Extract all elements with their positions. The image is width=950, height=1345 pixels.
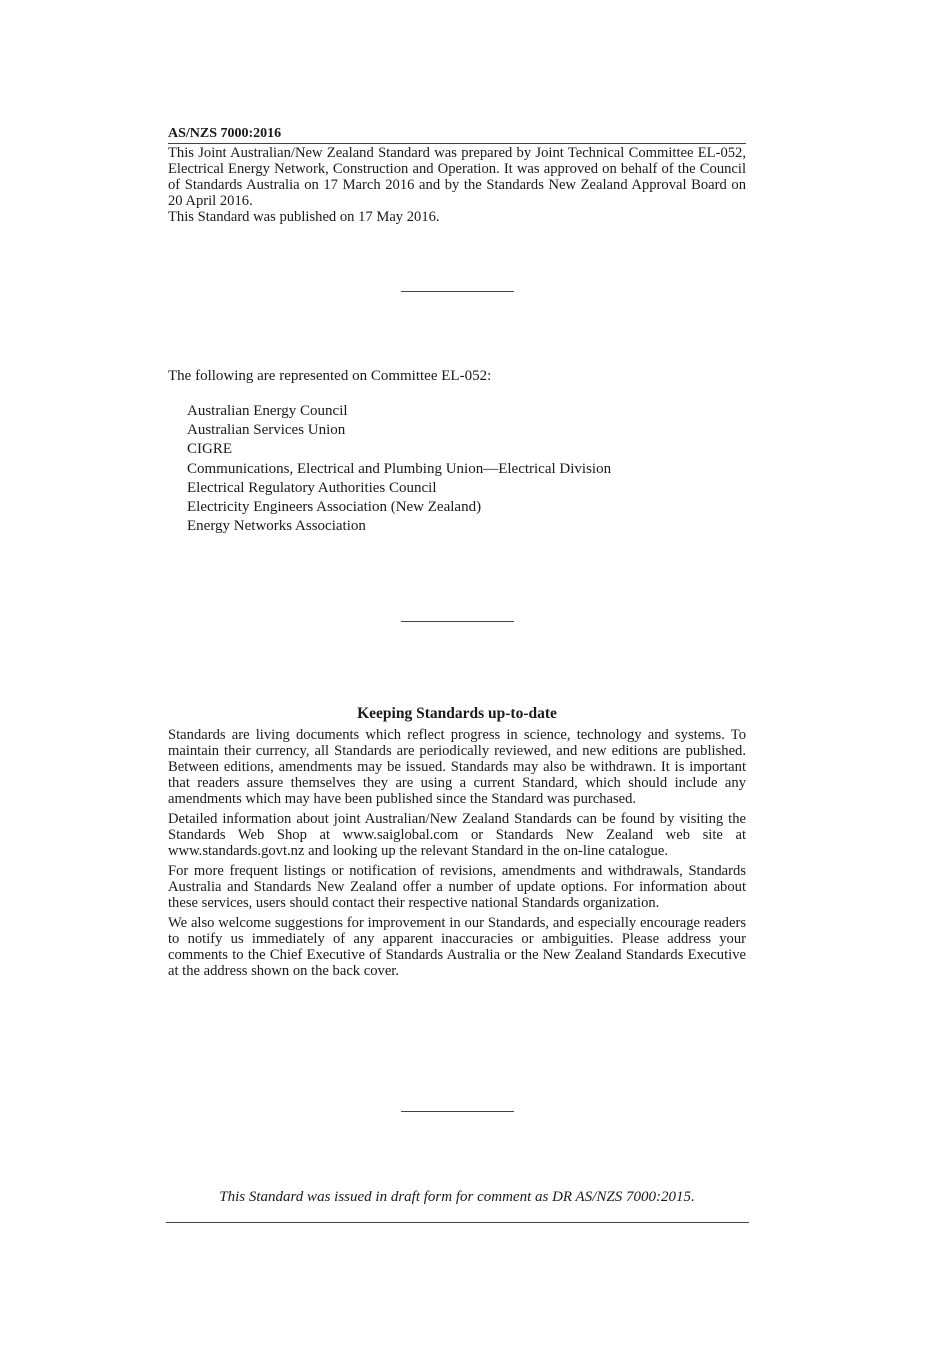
body-paragraph: Detailed information about joint Australian/New Zealand Standards can be found by visiting the Standards Web Shop at www.saiglobal.com or Standards New Zealand web site at www.standards.govt.nz and looking up the relevant Standard in the on-line catalogue. — [168, 811, 746, 859]
committee-intro: The following are represented on Committee EL-052: — [168, 368, 492, 384]
footer-rule — [166, 1222, 749, 1223]
section-divider — [401, 1111, 514, 1112]
section-divider — [401, 291, 514, 292]
committee-member-list — [187, 402, 611, 536]
body-paragraph: For more frequent listings or notification of revisions, amendments and withdrawals, Standards Australia and Standards New Zealand offer a number of update options. For information about these services, users should contact their respective national Standards organization. — [168, 863, 746, 911]
body-paragraph: Standards are living documents which reflect progress in science, technology and systems. To maintain their currency, all Standards are periodically reviewed, and new editions are published. Between editions, amendments may be issued. Standards may also be withdrawn. It is important that readers assure themselves they are using a current Standard, which should include any amendments which may have been published since the Standard was purchased. — [168, 727, 746, 807]
section-divider — [401, 621, 514, 622]
body-paragraph: We also welcome suggestions for improvement in our Standards, and especially encourage readers to notify us immediately of any apparent inaccuracies or ambiguities. Please address your comments to the Chief Executive of Standards Australia or the New Zealand Standards Executive at the address shown on the back cover. — [168, 915, 746, 979]
update-info-body — [168, 727, 746, 983]
preparation-statement: This Joint Australian/New Zealand Standard was prepared by Joint Technical Committee EL-052, Electrical Energy Network, Construction and Operation. It was approved on behalf of the Council of Standards Australia on 17 March 2016 and by the Standards New Zealand Approval Board on 20 April 2016. — [168, 145, 746, 209]
committee-member: Australian Services Union — [187, 422, 346, 439]
draft-note: This Standard was issued in draft form for comment as DR AS/NZS 7000:2015. — [219, 1189, 695, 1205]
publication-date-statement: This Standard was published on 17 May 2016. — [168, 209, 440, 225]
committee-member: Electricity Engineers Association (New Zealand) — [187, 499, 482, 516]
committee-member: Energy Networks Association — [187, 518, 366, 535]
committee-member: Australian Energy Council — [187, 403, 348, 419]
committee-member: Communications, Electrical and Plumbing Union—Electrical Division — [187, 460, 612, 477]
document-identifier: AS/NZS 7000:2016 — [168, 126, 746, 144]
committee-member: CIGRE — [187, 441, 232, 458]
section-heading: Keeping Standards up-to-date — [357, 705, 557, 722]
committee-member: Electrical Regulatory Authorities Council — [187, 479, 437, 496]
